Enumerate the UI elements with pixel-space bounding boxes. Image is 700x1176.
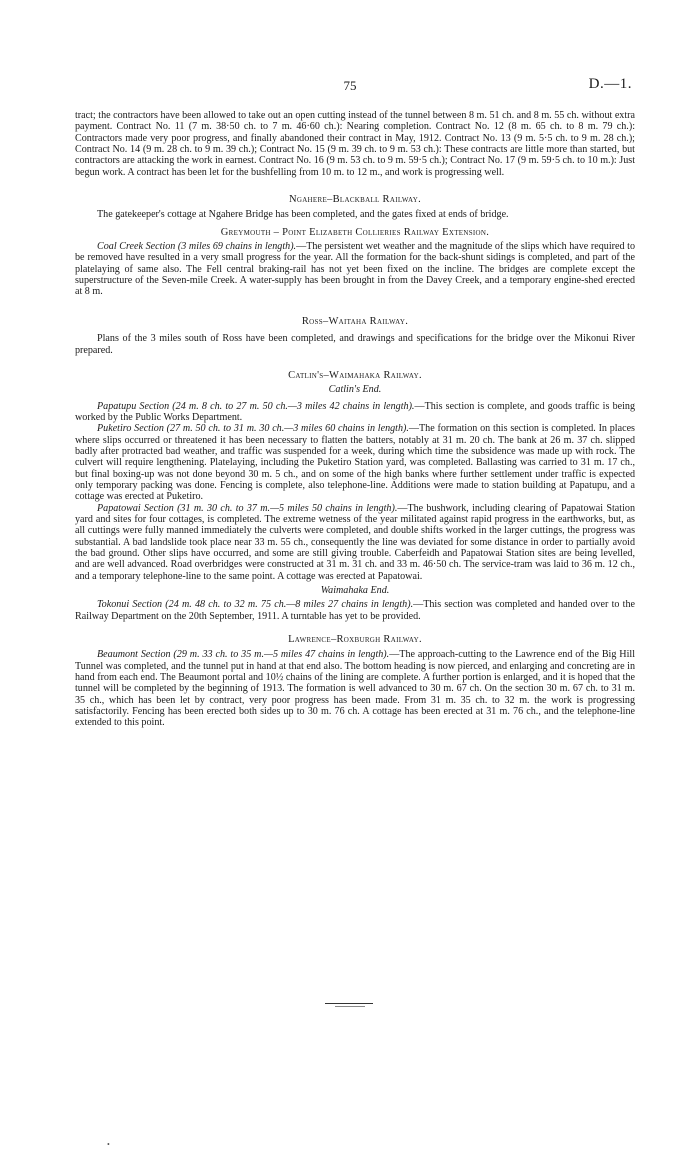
beaumont-paragraph xyxy=(75,649,635,728)
coal-creek-label: Coal Creek Section (3 miles 69 chains in length). xyxy=(97,241,297,253)
puketiro-label: Puketiro Section (27 m. 50 ch. to 31 m. 30 ch.—3 miles 60 chains in length). xyxy=(97,423,409,435)
papatupu-text: —This section is complete, and goods traffic is being worked by the Public Works Department. xyxy=(75,400,635,423)
report-reference: D.—1. xyxy=(588,76,632,92)
document-body xyxy=(75,110,635,729)
puketiro-paragraph xyxy=(75,423,635,502)
lawrence-heading: Lawrence–Roxburgh Railway. xyxy=(288,634,422,646)
tokonui-paragraph xyxy=(75,599,635,622)
papatowai-label: Papatowai Section (31 m. 30 ch. to 37 m.—5 miles 50 chains in length). xyxy=(97,502,398,514)
papatowai-text: —The bushwork, including clearing of Papatowai Station yard and sites for four cottages, is completed. The extreme wetness of the year militated against rapid progress in the earthworks, but, as all cuttings were fully manned immediately the culverts were completed, and double shifts worked in the larger cuttings, the progress was substantial. A bad landslide took place near 33 m. 55 ch., consequently the line was deviated for some distance in order to partially avoid the bad ground. Other slips have occurred, and some are still giving trouble. Caberfeidh and Papatowai Station sites are being levelled, and are well advanced. Road overbridges were constructed at 31 m. 31 ch. and 33 m. 46·50 ch. The service-tram was laid to 36 m. 12 ch., and a temporary telephone-line to the same point. A cottage was erected at Papatowai. xyxy=(75,502,635,582)
ngahere-paragraph: The gatekeeper's cottage at Ngahere Bridge has been completed, and the gates fixed at ends of bridge. xyxy=(97,209,509,221)
beaumont-text: —The approach-cutting to the Lawrence end of the Big Hill Tunnel was completed, and the tunnel put in hand at that end also. The bottom heading is now pierced, and enlarging and concreting are in hand from each end. The Beaumont portal and 10½ chains of the lining are complete. A further portion is enlarged, and it is hoped that the tunnel will be completed by the beginning of 1913. The formation is well advanced to 30 m. 67 ch. On the section 30 m. 67 ch. to 31 m. 35 ch., which has been let by contract, very poor progress has been made. From 31 m. 35 ch. to 32 m. the work is progressing satisfactorily. Fencing has been erected both sides up to 30 m. 76 ch. A cottage has been erected at 31 m. 76 ch., and the telephone-line extended to this point. xyxy=(75,649,635,729)
intro-paragraph: tract; the contractors have been allowed to take out an open cutting instead of the tunnel between 8 m. 51 ch. and 8 m. 55 ch. without extra payment. Contract No. 11 (7 m. 38·50 ch. to 7 m. 46·60 ch.): Nearing completion. Contract No. 12 (8 m. 65 ch. to 8 m. 79 ch.): Contractors made very poor progress, and finally abandoned their contract in May, 1912. Contract No. 13 (9 m. 5·5 ch. to 9 m. 28 ch.); Contract No. 14 (9 m. 28 ch. to 9 m. 39 ch.); Contract No. 15 (9 m. 39 ch. to 9 m. 53 ch.): These contracts are little more than started, but contractors are attacking the work in earnest. Contract No. 16 (9 m. 53 ch. to 9 m. 59·5 ch.); Contract No. 17 (9 m. 59·5 ch. to 10 m.): Just begun work. A contract has been let for the bushfelling from 10 m. to 12 m., and work is progressing well. xyxy=(75,110,635,178)
end-rule-short-line xyxy=(335,1006,365,1007)
page-mark: • xyxy=(107,1140,110,1149)
ngahere-heading: Ngahere–Blackball Railway. xyxy=(288,194,422,206)
catlins-heading: Catlin's–Waimahaka Railway. xyxy=(288,369,422,381)
papatupu-label: Papatupu Section (24 m. 8 ch. to 27 m. 50 ch.—3 miles 42 chains in length). xyxy=(97,400,415,412)
end-rule xyxy=(325,1003,375,1007)
coal-creek-paragraph xyxy=(75,241,635,298)
coal-creek-text: —The persistent wet weather and the magnitude of the slips which have required to be removed have resulted in a very small progress for the year. All the formation for the back-shunt sidings is completed, and part of the platelaying of same also. The Fell central braking-rail has not yet been fixed on the incline. The bridges are complete except the superstructure of the Seven-mile Creek. A water-supply has been brought in from the Davey Creek, and a temporary engine-shed erected at 8 m. xyxy=(75,241,635,298)
ross-heading: Ross–Waitaha Railway. xyxy=(301,315,409,327)
beaumont-label: Beaumont Section (29 m. 33 ch. to 35 m.—5 miles 47 chains in length). xyxy=(97,649,390,661)
papatupu-paragraph xyxy=(75,401,635,424)
catlins-end-subheading: Catlin's End. xyxy=(328,384,382,396)
greymouth-heading: Greymouth – Point Elizabeth Collieries Railway Extension. xyxy=(220,226,490,238)
end-rule-line xyxy=(325,1003,373,1004)
tokonui-label: Tokonui Section (24 m. 48 ch. to 32 m. 75 ch.—8 miles 27 chains in length). xyxy=(97,599,414,611)
puketiro-text: —The formation on this section is completed. In places where slips occurred or threatened it has been necessary to flatten the batters, notably at 31 m. 20 ch. The bank at 26 m. 37 ch. slipped badly after protracted bad weather, and traffic was suspended for a week, during which time the subsidence was made up with rock. The culvert will require lengthening. Platelaying, including the Puketiro Station yard, was completed. Ballasting was carried to 31 m. 17 ch., but final boxing-up was not done beyond 30 m. 5 ch., and on some of the high banks where further settlement under traffic is expected only temporary packing was done. Fencing is complete, also telephone-line. Additions were made to station building at Papatupu, and a cottage was erected at Puketiro. xyxy=(75,423,635,503)
page-number: 75 xyxy=(343,78,357,93)
tokonui-text: —This section was completed and handed over to the Railway Department on the 20th September, 1911. A turntable has yet to be provided. xyxy=(75,599,635,622)
waimahaka-end-subheading: Waimahaka End. xyxy=(320,585,390,597)
papatowai-paragraph xyxy=(75,503,635,582)
ross-paragraph: Plans of the 3 miles south of Ross have been completed, and drawings and specifications for the bridge over the Mikonui River prepared. xyxy=(75,333,635,356)
